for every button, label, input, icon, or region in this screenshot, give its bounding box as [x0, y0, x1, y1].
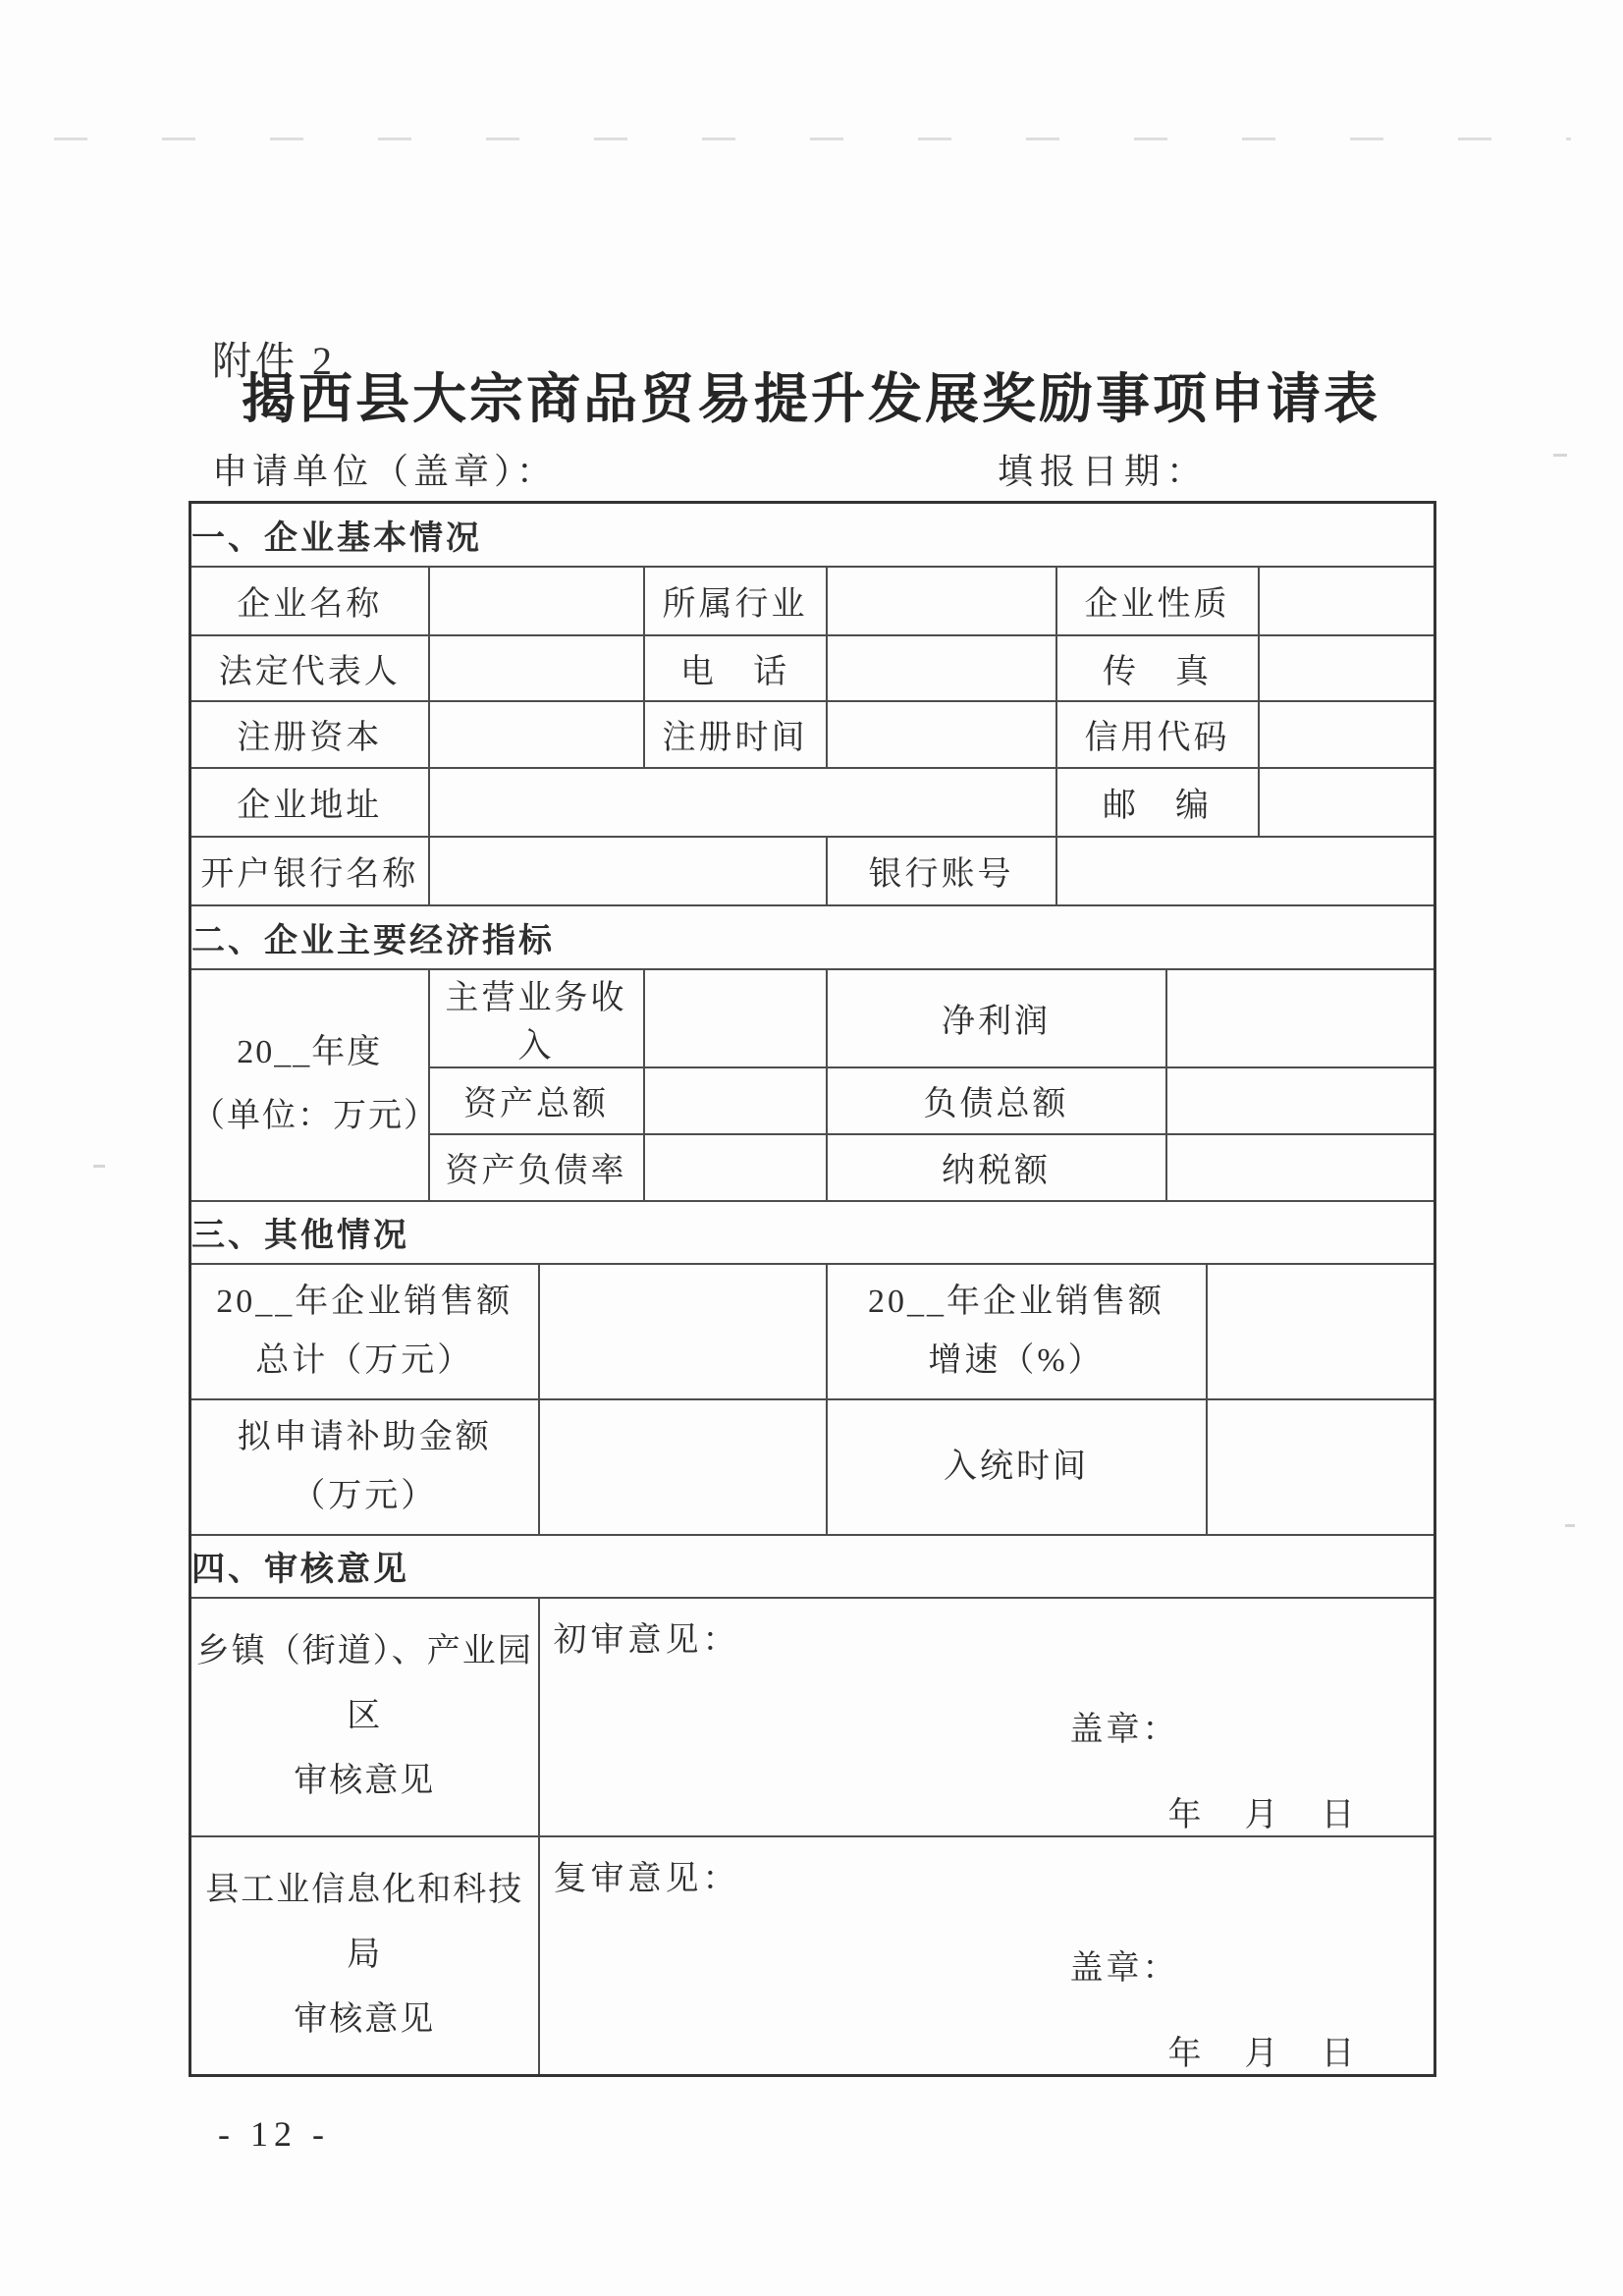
fiscal-year-line1: 20__年度	[237, 1033, 383, 1070]
label-bank-name: 开户银行名称	[190, 837, 429, 905]
value-bank-name	[429, 837, 827, 905]
label-main-business-revenue: 主营业务收入	[429, 969, 644, 1067]
section-2-header: 二、企业主要经济指标	[190, 905, 1435, 969]
label-postal-code: 邮 编	[1056, 768, 1259, 837]
value-company-type	[1259, 567, 1435, 635]
value-registration-date	[827, 701, 1056, 768]
statistics-entry-date-line1: 入统时间	[944, 1448, 1089, 1485]
label-asset-liability-ratio: 资产负债率	[429, 1134, 644, 1201]
initial-review-opinion-label: 初审意见：	[553, 1621, 740, 1659]
label-company-type: 企业性质	[1056, 567, 1259, 635]
scan-speck	[1553, 454, 1567, 457]
label-company-name: 企业名称	[190, 567, 429, 635]
date-day-label: 日	[1321, 1796, 1355, 1833]
scan-speck	[1565, 1524, 1575, 1527]
value-total-liabilities	[1166, 1067, 1435, 1134]
label-legal-representative: 法定代表人	[190, 635, 429, 701]
date-month-label: 月	[1244, 1796, 1278, 1833]
label-phone: 电 话	[644, 635, 827, 701]
value-asset-liability-ratio	[644, 1134, 827, 1201]
town-park-review-line2: 审核意见	[294, 1763, 436, 1800]
application-form-table	[189, 501, 1436, 2077]
cell-second-review-opinion	[539, 1836, 1435, 2076]
value-annual-sales-growth	[1207, 1264, 1435, 1399]
value-total-assets	[644, 1067, 827, 1134]
initial-review-seal-label: 盖章：	[1069, 1711, 1179, 1748]
scan-artifact-line	[54, 137, 1571, 140]
county-bureau-review-line2: 审核意见	[294, 2001, 436, 2039]
applicant-unit-label: 申请单位（盖章）：	[212, 452, 558, 491]
form-title: 揭西县大宗商品贸易提升发展奖励事项申请表	[241, 369, 1380, 429]
second-review-date-line	[1168, 2026, 1434, 2074]
section-3-header: 三、其他情况	[190, 1201, 1435, 1264]
value-net-profit	[1166, 969, 1435, 1067]
label-fax: 传 真	[1056, 635, 1259, 701]
attachment-label: 附件 2	[212, 339, 336, 383]
value-company-address	[429, 768, 1056, 837]
label-tax-paid: 纳税额	[827, 1134, 1166, 1201]
value-bank-account	[1056, 837, 1435, 905]
scan-speck	[93, 1165, 105, 1168]
value-company-name	[429, 567, 644, 635]
cell-initial-review-opinion	[539, 1598, 1435, 1836]
value-phone	[827, 635, 1056, 701]
annual-sales-total-line2: 总计（万元）	[255, 1341, 474, 1379]
date-year-label: 年	[1167, 1796, 1202, 1833]
value-tax-paid	[1166, 1134, 1435, 1201]
date-day-label: 日	[1321, 2035, 1355, 2072]
value-registered-capital	[429, 701, 644, 768]
label-annual-sales-growth	[827, 1264, 1207, 1399]
label-registration-date: 注册时间	[644, 701, 827, 768]
second-review-opinion-label: 复审意见：	[553, 1860, 740, 1897]
label-industry: 所属行业	[644, 567, 827, 635]
value-main-business-revenue	[644, 969, 827, 1067]
label-total-assets: 资产总额	[429, 1067, 644, 1134]
value-subsidy-amount	[539, 1399, 827, 1535]
section-1-header: 一、企业基本情况	[190, 503, 1435, 567]
date-month-label: 月	[1244, 2035, 1278, 2072]
label-fiscal-year	[190, 969, 439, 1201]
value-legal-representative	[429, 635, 644, 701]
initial-review-date-line	[1168, 1787, 1434, 1835]
label-registered-capital: 注册资本	[190, 701, 429, 768]
annual-sales-growth-line1: 20__年企业销售额	[868, 1284, 1164, 1320]
value-statistics-entry-date	[1207, 1399, 1435, 1535]
label-town-park-review	[190, 1598, 539, 1836]
annual-sales-total-line1: 20__年企业销售额	[216, 1284, 514, 1320]
label-bank-account: 银行账号	[827, 837, 1056, 905]
value-fax	[1259, 635, 1435, 701]
annual-sales-growth-line2: 增速（%）	[928, 1341, 1105, 1379]
county-bureau-review-line1: 县工业信息化和科技局	[205, 1871, 524, 1973]
label-net-profit: 净利润	[827, 969, 1166, 1067]
value-credit-code	[1259, 701, 1435, 768]
label-total-liabilities: 负债总额	[827, 1067, 1166, 1134]
value-annual-sales-total	[539, 1264, 827, 1399]
value-postal-code	[1259, 768, 1435, 837]
label-credit-code: 信用代码	[1056, 701, 1259, 768]
subsidy-amount-line1: 拟申请补助金额	[237, 1419, 492, 1455]
section-4-header: 四、审核意见	[190, 1535, 1435, 1598]
fill-date-label: 填报日期：	[998, 452, 1210, 491]
label-annual-sales-total	[190, 1264, 539, 1399]
value-industry	[827, 567, 1056, 635]
subsidy-amount-line2: （万元）	[292, 1477, 438, 1514]
page-number: - 12 -	[218, 2114, 330, 2154]
fiscal-year-line2: （单位：万元）	[191, 1097, 439, 1134]
date-year-label: 年	[1167, 2035, 1202, 2072]
label-county-bureau-review	[190, 1836, 539, 2076]
town-park-review-line1: 乡镇（街道）、产业园区	[195, 1632, 533, 1734]
label-company-address: 企业地址	[190, 768, 429, 837]
second-review-seal-label: 盖章：	[1069, 1949, 1179, 1987]
label-subsidy-amount	[190, 1399, 539, 1535]
label-statistics-entry-date	[827, 1399, 1207, 1535]
